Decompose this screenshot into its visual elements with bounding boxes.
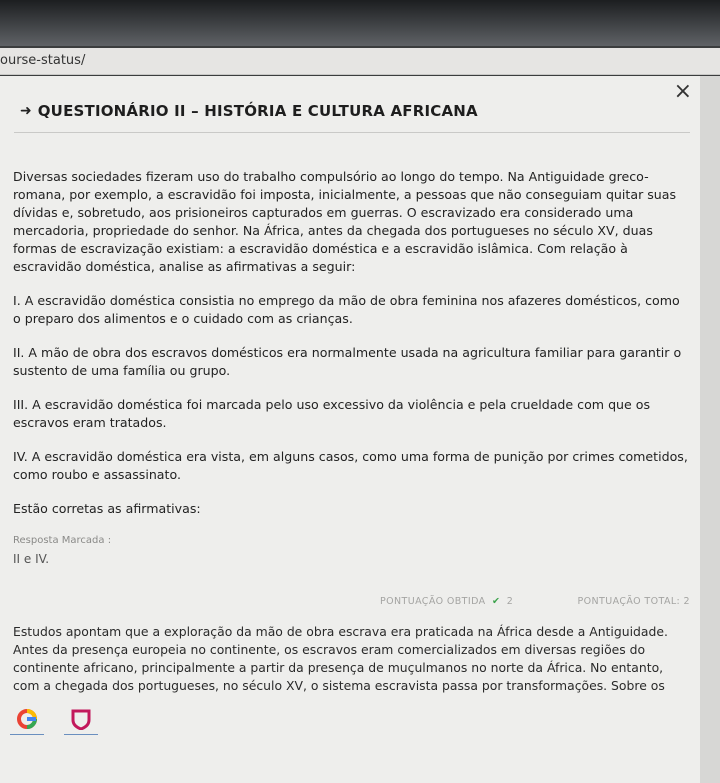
statement-2: II. A mão de obra dos escravos domésticos era normalmente usada na agricultura familiar para garantir o sustento de uma família ou grupo.: [13, 345, 682, 378]
statement-3: III. A escravidão doméstica foi marcada pelo uso excessivo da violência e pela crueldade com que os escravos eram tratados.: [13, 397, 651, 430]
selected-answer: II e IV.: [13, 552, 50, 566]
address-bar[interactable]: [0, 48, 720, 75]
score-obtained-value: 2: [506, 596, 514, 607]
url-text[interactable]: ourse-status/: [0, 53, 86, 68]
statement-4: IV. A escravidão doméstica era vista, em alguns casos, como uma forma de punição por crimes cometidos, como roubo e assassinato.: [13, 449, 688, 482]
shield-icon: [71, 708, 91, 734]
question-body: [13, 168, 689, 568]
header-divider: [14, 132, 690, 133]
score-total: PONTUAÇÃO TOTAL: 2: [577, 596, 690, 607]
score-row: [380, 596, 690, 607]
right-scroll-strip[interactable]: [700, 76, 720, 783]
score-obtained-label: PONTUAÇÃO OBTIDA: [380, 596, 486, 607]
answer-label: Resposta Marcada :: [13, 535, 112, 546]
page-title: QUESTIONÁRIO II – HISTÓRIA E CULTURA AFRICANA: [37, 102, 478, 120]
check-icon: ✔: [491, 596, 501, 607]
next-question-text: Estudos apontam que a exploração da mão de obra escrava era praticada na África desde a Antiguidade. Antes da presença europeia no continente, os escravos eram comercializados em diversas regiões do continente africano, principalmente a partir da presença de muçulmanos no norte da África. No entanto, com a chegada dos portugueses, no século XV, o sistema escravista passa por transformações. Sobre os: [13, 624, 668, 694]
arrow-right-icon: ➜: [20, 103, 32, 119]
shield-app-button[interactable]: [64, 708, 98, 735]
google-icon: [16, 708, 38, 734]
question-prompt: Estão corretas as afirmativas:: [13, 501, 201, 516]
google-app-button[interactable]: [10, 708, 44, 735]
score-obtained: [380, 596, 513, 607]
question-intro: Diversas sociedades fizeram uso do trabalho compulsório ao longo do tempo. Na Antiguidade greco-romana, por exemplo, a escravidão foi imposta, inicialmente, a pessoas que não conseguiam quitar suas dívidas e, sobretudo, aos prisioneiros capturados em guerras. O escravizado era considerado uma mercadoria, propriedade do senhor. Na África, antes da chegada dos portugueses no século XV, duas formas de escravização existiam: a escravidão doméstica e a escravidão islâmica. Com relação à escravidão doméstica, analise as afirmativas a seguir:: [13, 169, 677, 274]
close-icon[interactable]: ×: [673, 79, 692, 104]
quiz-modal: [0, 76, 700, 783]
bottom-toolbar: [10, 708, 98, 735]
modal-header: [20, 102, 478, 120]
browser-top-bar: [0, 0, 720, 46]
statement-1: I. A escravidão doméstica consistia no emprego da mão de obra feminina nos afazeres domésticos, como o preparo dos alimentos e o cuidado com as crianças.: [13, 293, 680, 326]
